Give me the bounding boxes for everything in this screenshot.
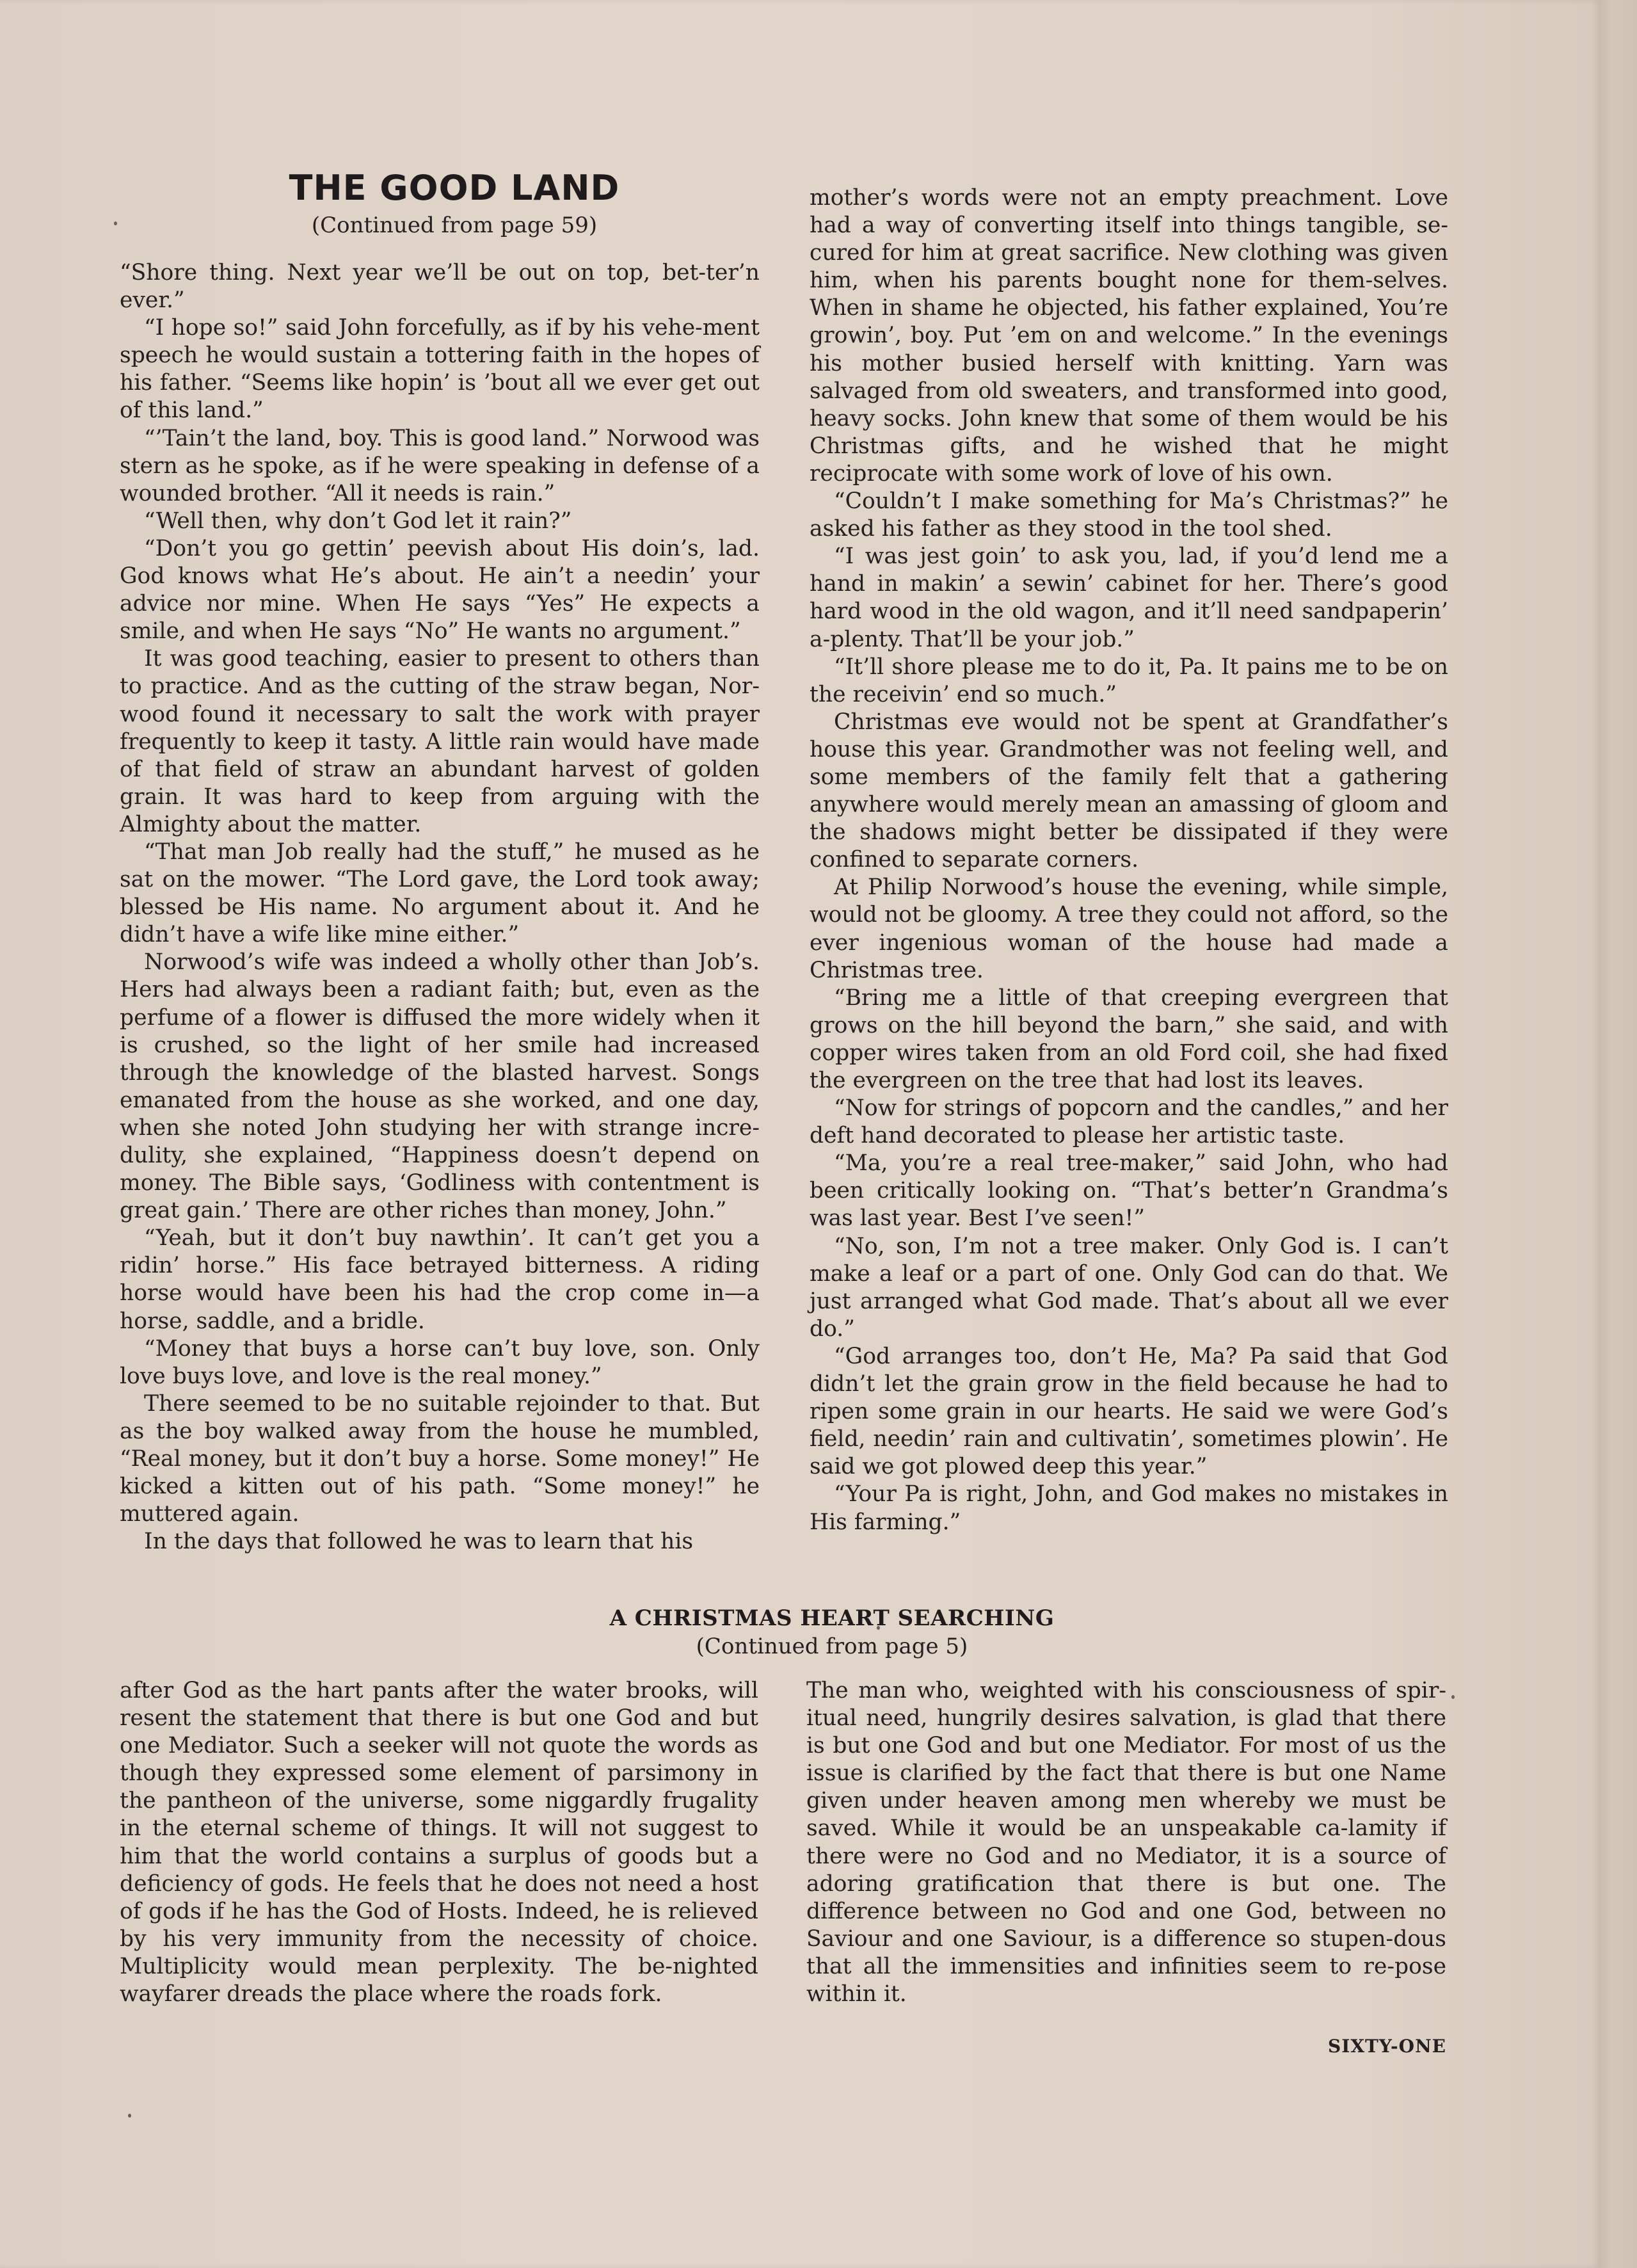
paragraph: “I was jest goin’ to ask you, lad, if you’d lend me a hand in makin’ a sewin’ cabinet for her. There’s good hard wood in the old wagon, and it’ll need sandpaperin’ a-plenty. That’ll be your job.” [810, 543, 1448, 652]
paragraph: “Couldn’t I make something for Ma’s Christmas?” he asked his father as they stood in the tool shed. [810, 488, 1448, 542]
paragraph: “No, son, I’m not a tree maker. Only God is. I can’t make a leaf or a part of one. Only God can do that. We just arranged what God made. That’s about all we ever do.” [810, 1233, 1448, 1342]
paper-speck [1451, 1695, 1455, 1699]
paper-speck [114, 221, 117, 225]
article-column-left [120, 1677, 758, 2008]
article-title-heart-searching: A CHRISTMAS HEART SEARCHING [609, 1605, 1055, 1631]
article-column-right [810, 184, 1448, 1536]
paragraph: Christmas eve would not be spent at Grandfather’s house this year. Grandmother was not feeling well, and some members of the family felt that a gathering anywhere would merely mean an amassing of gloom and the shadows might better be dissipated if they were confined to separate corners. [810, 709, 1448, 873]
paragraph: “Don’t you go gettin’ peevish about His doin’s, lad. God knows what He’s about. He ain’t a needin’ your advice nor mine. When He says “Yes” He expects a smile, and when He says “No” He wants no argument.” [120, 535, 760, 645]
paragraph: “That man Job really had the stuff,” he mused as he sat on the mower. “The Lord gave, the Lord took away; blessed be His name. No argument about it. And he didn’t have a wife like mine either.” [120, 839, 760, 948]
article-column-right [806, 1677, 1446, 2008]
paragraph: mother’s words were not an empty preachment. Love had a way of converting itself into things tangible, se-cured for him at great sacrifice. New clothing was given him, when his parents bought none for them-selves. When in shame he objected, his father explained, You’re growin’, boy. Put ’em on and welcome.” In the evenings his mother busied herself with knitting. Yarn was salvaged from old sweaters, and transformed into good, heavy socks. John knew that some of them would be his Christmas gifts, and he wished that he might reciprocate with some work of love of his own. [810, 185, 1448, 487]
paragraph: after God as the hart pants after the water brooks, will resent the statement that there is but one God and but one Mediator. Such a seeker will not quote the words as though they expressed some element of parsimony in the pantheon of the universe, some niggardly frugality in the eternal scheme of things. It will not suggest to him that the world contains a surplus of goods but a deficiency of gods. He feels that he does not need a host of gods if he has the God of Hosts. Indeed, he is relieved by his very immunity from the necessity of choice. Multiplicity would mean perplexity. The be-nighted wayfarer dreads the place where the roads fork. [120, 1678, 758, 2007]
paper-speck [128, 2114, 131, 2118]
article-title-good-land: THE GOOD LAND [289, 168, 620, 208]
paragraph: In the days that followed he was to learn that his [144, 1529, 694, 1555]
paragraph: “Now for strings of popcorn and the candles,” and her deft hand decorated to please her artistic taste. [810, 1095, 1448, 1149]
continued-note-heart-searching: (Continued from page 5) [696, 1634, 968, 1659]
paragraph: “Your Pa is right, John, and God makes no mistakes in His farming.” [810, 1481, 1448, 1535]
continued-note-good-land: (Continued from page 59) [311, 213, 598, 238]
paragraph: “Money that buys a horse can’t buy love, son. Only love buys love, and love is the real money.” [120, 1335, 760, 1389]
paragraph: “Shore thing. Next year we’ll be out on top, bet-ter’n ever.” [120, 260, 760, 314]
paragraph: The man who, weighted with his consciousness of spir-itual need, hungrily desires salvation, is glad that there is but one God and but one Mediator. For most of us the issue is clarified by the fact that there is but one Name given under heaven among men whereby we must be saved. While it would be an unspeakable ca-lamity if there were no God and no Mediator, it is a source of adoring gratification that there is but one. The difference between no God and one God, between no Saviour and one Saviour, is a difference so stupen-dous that all the immensities and infinities seem to re-pose within it. [806, 1678, 1446, 2007]
paragraph: “’Tain’t the land, boy. This is good land.” Norwood was stern as he spoke, as if he were speaking in defense of a wounded brother. “All it needs is rain.” [120, 425, 760, 506]
page-number: SIXTY-ONE [1328, 2036, 1446, 2057]
paragraph: “Well then, why don’t God let it rain?” [144, 508, 572, 534]
article-column-left [120, 259, 760, 1556]
paragraph: “God arranges too, don’t He, Ma? Pa said that God didn’t let the grain grow in the field because he had to ripen some grain in our hearts. He said we were God’s field, needin’ rain and cultivatin’, sometimes plowin’. He said we got plowed deep this year.” [810, 1343, 1448, 1480]
paragraph: “I hope so!” said John forcefully, as if by his vehe-ment speech he would sustain a tottering faith in the hopes of his father. “Seems like hopin’ is ’bout all we ever get out of this land.” [120, 315, 760, 424]
paragraph: Norwood’s wife was indeed a wholly other than Job’s. Hers had always been a radiant faith; but, even as the perfume of a flower is diffused the more widely when it is crushed, so the light of her smile had increased through the knowledge of the blasted harvest. Songs emanated from the house as she worked, and one day, when she noted John studying her with strange incre-dulity, she explained, “Happiness doesn’t depend on money. The Bible says, ‘Godliness with contentment is great gain.’ There are other riches than money, John.” [120, 949, 760, 1224]
page-edge [1600, 0, 1637, 2268]
paragraph: It was good teaching, easier to present to others than to practice. And as the cutting of the straw began, Nor-wood found it necessary to salt the work with prayer frequently to keep it tasty. A little rain would have made of that field of straw an abundant harvest of golden grain. It was hard to keep from arguing with the Almighty about the matter. [120, 646, 760, 837]
paragraph: There seemed to be no suitable rejoinder to that. But as the boy walked away from the house he mumbled, “Real money, but it don’t buy a horse. Some money!” He kicked a kitten out of his path. “Some money!” he muttered again. [120, 1390, 760, 1527]
paragraph: At Philip Norwood’s house the evening, while simple, would not be gloomy. A tree they could not afford, so the ever ingenious woman of the house had made a Christmas tree. [810, 874, 1448, 983]
paragraph: “Yeah, but it don’t buy nawthin’. It can’t get you a ridin’ horse.” His face betrayed bitterness. A riding horse would have been his had the crop come in—a horse, saddle, and a bridle. [120, 1225, 760, 1334]
paragraph: “It’ll shore please me to do it, Pa. It pains me to be on the receivin’ end so much.” [810, 654, 1448, 707]
paragraph: “Ma, you’re a real tree-maker,” said John, who had been critically looking on. “That’s better’n Grandma’s was last year. Best I’ve seen!” [810, 1150, 1448, 1232]
paragraph: “Bring me a little of that creeping evergreen that grows on the hill beyond the barn,” she said, and with copper wires taken from an old Ford coil, she had fixed the evergreen on the tree that had lost its leaves. [810, 985, 1448, 1093]
